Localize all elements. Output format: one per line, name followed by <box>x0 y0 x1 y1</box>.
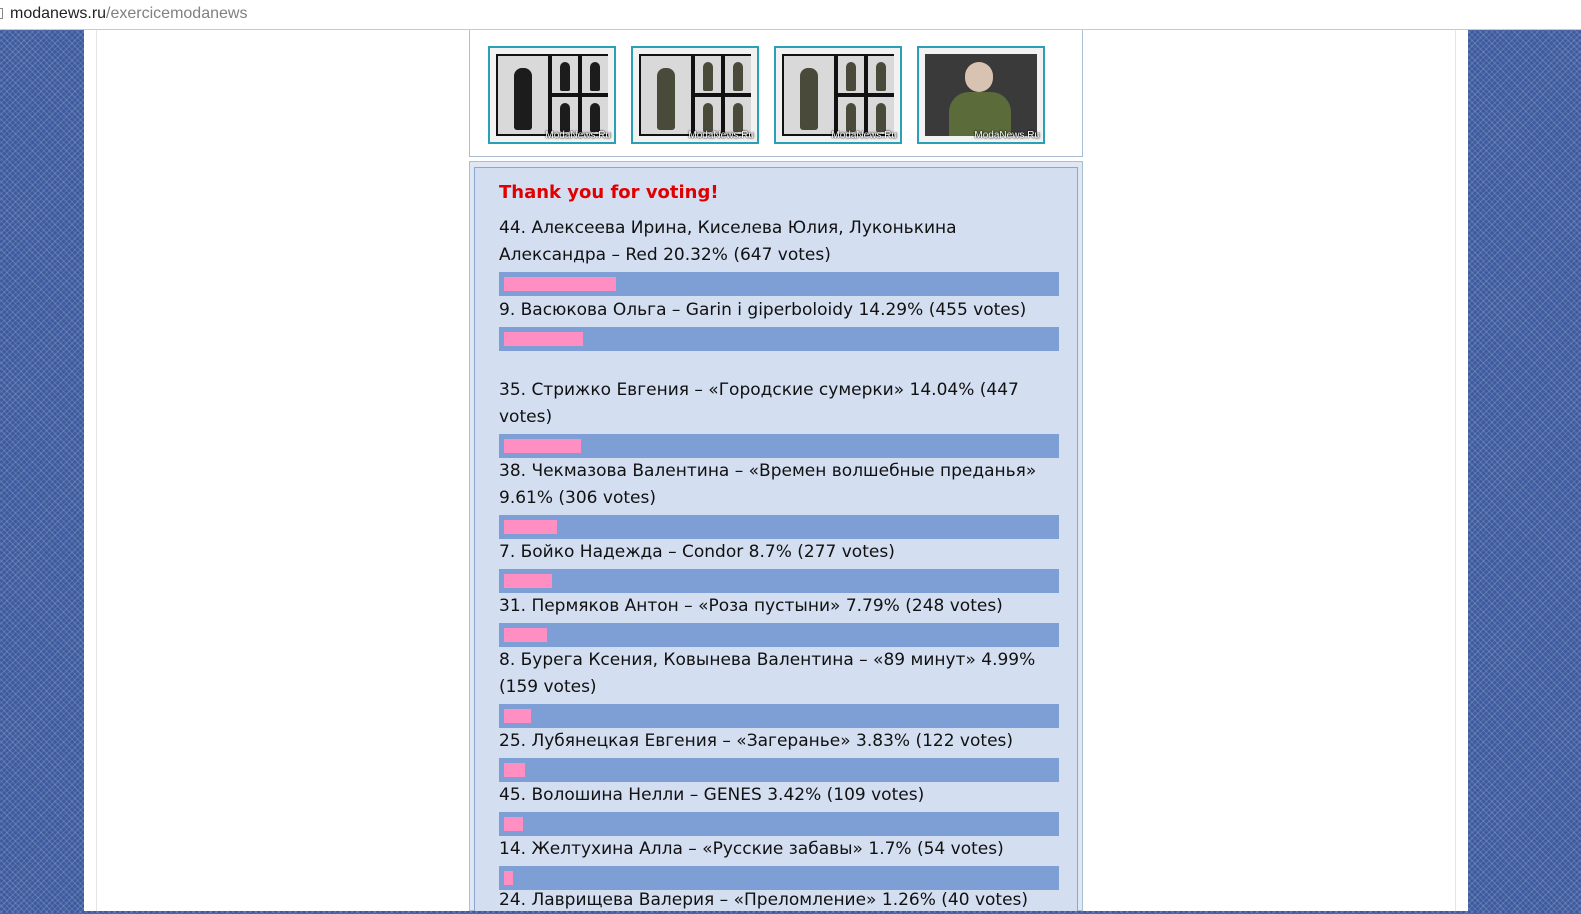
watermark-text: ModaNews.Ru <box>545 130 611 141</box>
poll-result-bar <box>499 569 1059 593</box>
poll-result-bar-fill <box>504 574 552 588</box>
watermark-text: ModaNews.Ru <box>974 130 1040 141</box>
poll-result-text <box>499 539 1057 566</box>
poll-option-votes: (109 votes) <box>826 785 925 805</box>
poll-result-text <box>499 593 1057 620</box>
poll-result-bar-fill <box>504 628 547 642</box>
thumbnail-photo <box>925 54 1037 136</box>
poll-option-label: 44. Алексеева Ирина, Киселева Юлия, Луконькина Александра – Red <box>499 218 962 265</box>
poll-result-item <box>499 297 1059 351</box>
poll-result-item <box>499 377 1059 458</box>
poll-result-bar-fill <box>504 817 523 831</box>
gallery-thumbnail[interactable] <box>488 46 616 144</box>
poll-option-label: 38. Чекмазова Валентина – «Времен волшебные преданья» <box>499 461 1037 481</box>
poll-option-percent: 1.7% <box>868 839 912 859</box>
poll-result-bar <box>499 704 1059 728</box>
poll-result-item <box>499 782 1059 836</box>
poll-option-votes: (122 votes) <box>915 731 1014 751</box>
url-text[interactable] <box>10 4 247 24</box>
poll-result-bar <box>499 327 1059 351</box>
poll-option-label: 14. Желтухина Алла – «Русские забавы» <box>499 839 863 859</box>
poll-option-label: 24. Лаврищева Валерия – «Преломление» <box>499 890 877 910</box>
page-icon <box>0 8 3 19</box>
poll-result-item <box>499 215 1059 296</box>
poll-result-bar-fill <box>504 763 525 777</box>
url-host: modanews.ru <box>10 5 107 22</box>
poll-option-votes: (248 votes) <box>905 596 1003 616</box>
poll-option-percent: 14.29% <box>858 300 924 320</box>
poll-option-votes: (455 votes) <box>928 300 1027 320</box>
poll-result-bar <box>499 515 1059 539</box>
poll-option-votes: (159 votes) <box>499 677 597 697</box>
poll-result-bar-fill <box>504 277 616 291</box>
poll-result-text <box>499 887 1057 914</box>
poll-option-percent: 9.61% <box>499 488 554 508</box>
watermark-text: ModaNews.Ru <box>688 130 754 141</box>
poll-result-item <box>499 458 1059 539</box>
poll-result-text <box>499 647 1057 701</box>
url-path: /exercicemodanews <box>106 5 248 22</box>
poll-result-text <box>499 728 1057 755</box>
poll-option-votes: (54 votes) <box>916 839 1004 859</box>
poll-option-votes: (306 votes) <box>558 488 656 508</box>
poll-result-bar-fill <box>504 520 557 534</box>
thumbnail-photo <box>639 54 751 136</box>
poll-results <box>474 167 1078 911</box>
poll-result-text <box>499 377 1057 431</box>
poll-option-label: 9. Васюкова Ольга – Garin i giperboloidy <box>499 300 854 320</box>
gallery-thumbnail[interactable] <box>917 46 1045 144</box>
poll-title: Thank you for voting! <box>499 182 719 203</box>
poll-option-percent: 1.26% <box>881 890 936 910</box>
poll-result-text <box>499 215 1057 269</box>
poll-result-bar <box>499 758 1059 782</box>
poll-result-item <box>499 728 1059 782</box>
poll-option-label: 31. Пермяков Антон – «Роза пустыни» <box>499 596 841 616</box>
poll-result-item <box>499 647 1059 728</box>
poll-option-votes: (647 votes) <box>733 245 831 265</box>
poll-result-bar-fill <box>504 332 583 346</box>
poll-result-item <box>499 836 1059 890</box>
poll-option-percent: 4.99% <box>981 650 1036 670</box>
thumbnail-photo <box>782 54 894 136</box>
poll-result-bar-fill <box>504 439 581 453</box>
poll-result-bar <box>499 812 1059 836</box>
poll-option-label: 45. Волошина Нелли – GENES <box>499 785 762 805</box>
poll-option-label: 35. Стрижко Евгения – «Городские сумерки» <box>499 380 905 400</box>
poll-result-text <box>499 458 1057 512</box>
poll-result-bar <box>499 434 1059 458</box>
address-bar[interactable] <box>0 0 1581 30</box>
poll-result-bar-fill <box>504 709 531 723</box>
poll-result-text <box>499 782 1057 809</box>
poll-result-item <box>499 539 1059 593</box>
poll-result-text <box>499 836 1057 863</box>
poll-result-bar-fill <box>504 871 513 885</box>
poll-option-percent: 3.83% <box>856 731 911 751</box>
gallery-thumbnail[interactable] <box>631 46 759 144</box>
poll-option-label: 25. Лубянецкая Евгения – «Загеранье» <box>499 731 851 751</box>
poll-option-percent: 3.42% <box>767 785 822 805</box>
poll-option-label: 8. Бурега Ксения, Ковынева Валентина – «89 минут» <box>499 650 976 670</box>
gallery-thumbnail[interactable] <box>774 46 902 144</box>
poll-result-text <box>499 297 1057 324</box>
watermark-text: ModaNews.Ru <box>831 130 897 141</box>
poll-result-item <box>499 593 1059 647</box>
poll-option-percent: 8.7% <box>748 542 792 562</box>
poll-option-percent: 20.32% <box>663 245 728 265</box>
poll-result-bar <box>499 272 1059 296</box>
poll-option-votes: (40 votes) <box>941 890 1029 910</box>
poll-option-votes: (277 votes) <box>797 542 895 562</box>
poll-option-percent: 7.79% <box>845 596 900 616</box>
poll-result-bar <box>499 623 1059 647</box>
thumbnail-photo <box>496 54 608 136</box>
poll-result-item <box>499 887 1059 914</box>
poll-option-votes: (447 votes) <box>499 380 1025 427</box>
poll-option-label: 7. Бойко Надежда – Condor <box>499 542 744 562</box>
poll-option-percent: 14.04% <box>909 380 975 400</box>
